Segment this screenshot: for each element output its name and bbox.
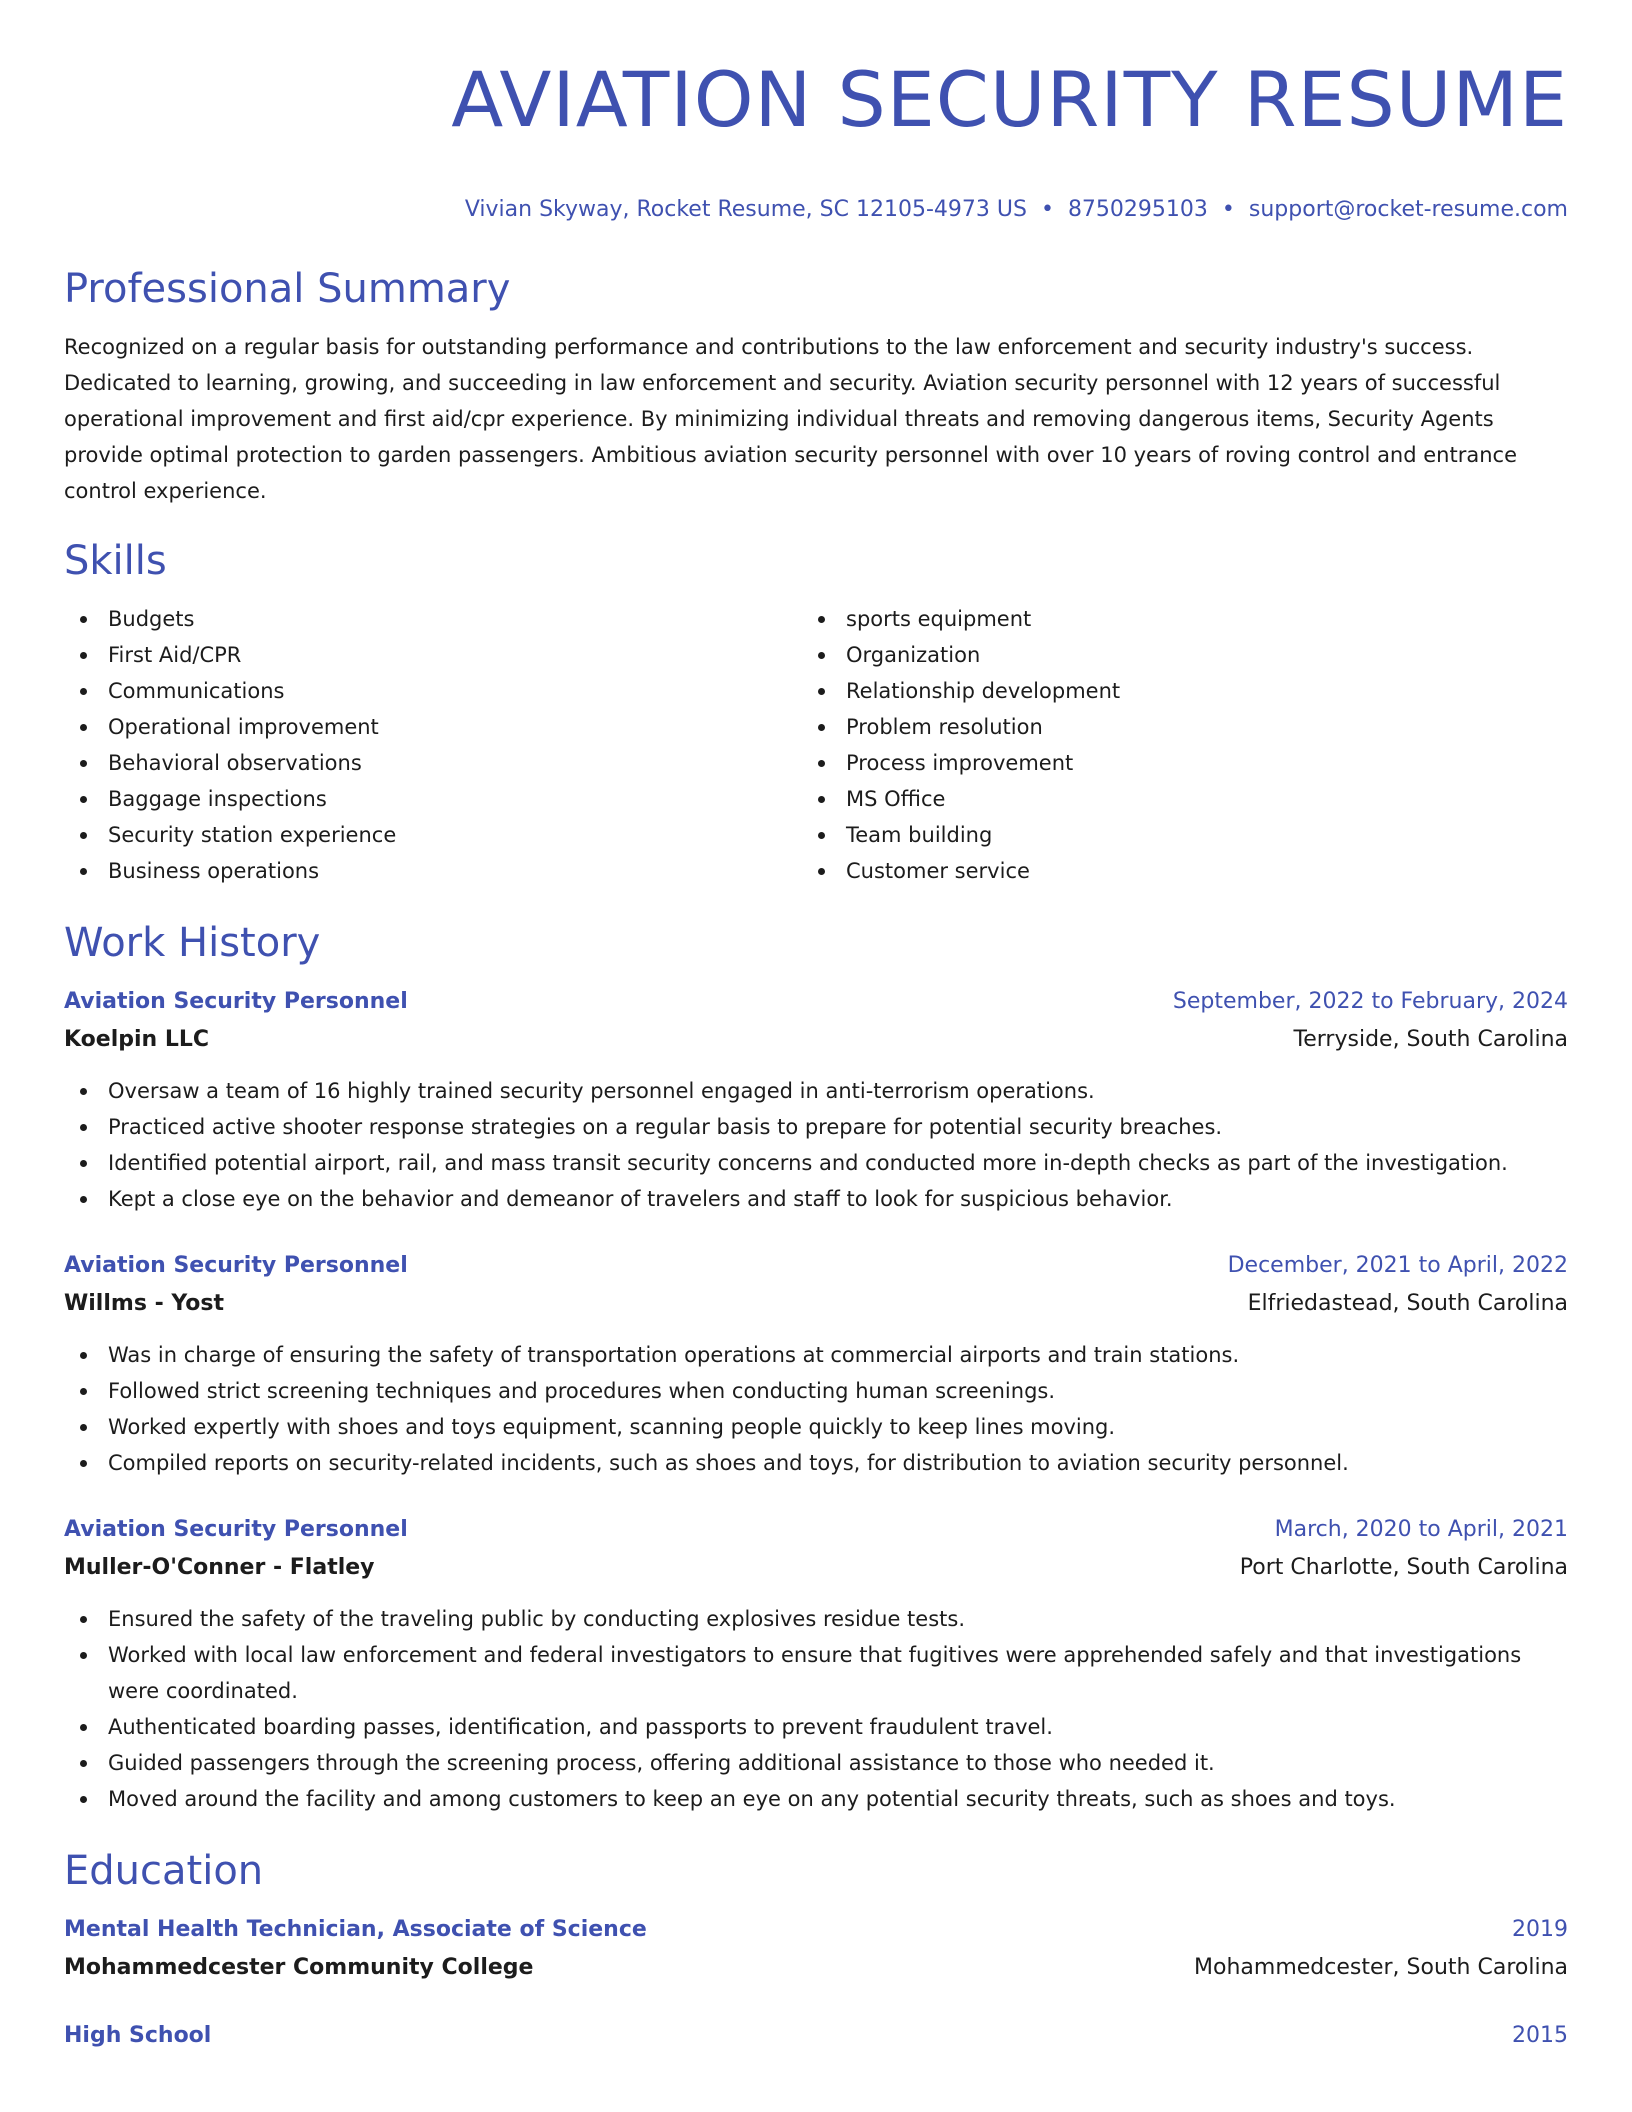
contact-address: Vivian Skyway, Rocket Resume, SC 12105-4973 US (464, 197, 1027, 222)
summary-text: Recognized on a regular basis for outstanding performance and contributions to the law enforcement and security industry's success. Dedicated to learning, growing, and succeeding in law enforcement and security. Aviation security personnel with 12 years of successful operational improvement and first aid/cpr experience. By minimizing individual threats and removing dangerous items, Security Agents provide optimal protection to garden passengers. Ambitious aviation security personnel with over 10 years of roving control and entrance control experience. (64, 335, 1517, 503)
skill-item: Customer service (802, 853, 1540, 889)
job-entry (64, 1511, 1568, 1817)
skill-item: Budgets (64, 601, 802, 637)
education-degree: High School (64, 2023, 212, 2048)
skill-item: Business operations (64, 853, 802, 889)
skill-item: Team building (802, 817, 1540, 853)
education-heading: Education (64, 1848, 264, 1894)
job-role: Aviation Security Personnel (64, 1517, 408, 1542)
job-bullet: Authenticated boarding passes, identification, and passports to prevent fraudulent travel. (64, 1709, 1568, 1745)
skill-item: Baggage inspections (64, 781, 802, 817)
job-bullet: Was in charge of ensuring the safety of transportation operations at commercial airports and train stations. (64, 1337, 1568, 1373)
skills-column-left (64, 601, 802, 889)
education-header (64, 1911, 1568, 1949)
education-entry (64, 2017, 1568, 2055)
resume-title: AVIATION SECURITY RESUME (451, 55, 1568, 144)
skill-item: Process improvement (802, 745, 1540, 781)
education-year: 2019 (1512, 1917, 1568, 1942)
education-degree: Mental Health Technician, Associate of Science (64, 1917, 647, 1942)
skill-item: Operational improvement (64, 709, 802, 745)
skill-item: Behavioral observations (64, 745, 802, 781)
skills-column-right (802, 601, 1540, 889)
contact-phone: 8750295103 (1067, 197, 1208, 222)
job-bullets (64, 1073, 1568, 1217)
skill-item: Problem resolution (802, 709, 1540, 745)
job-entry (64, 1247, 1568, 1481)
contact-separator: • (1040, 197, 1054, 222)
skill-item: Relationship development (802, 673, 1540, 709)
job-bullets (64, 1337, 1568, 1481)
skill-item: MS Office (802, 781, 1540, 817)
job-subheader (64, 1549, 1568, 1587)
education-year: 2015 (1512, 2023, 1568, 2048)
job-role: Aviation Security Personnel (64, 989, 408, 1014)
skill-item: First Aid/CPR (64, 637, 802, 673)
job-company: Willms - Yost (64, 1291, 224, 1316)
job-bullet: Oversaw a team of 16 highly trained security personnel engaged in anti-terrorism operations. (64, 1073, 1568, 1109)
job-bullet: Followed strict screening techniques and procedures when conducting human screenings. (64, 1373, 1568, 1409)
contact-line (64, 195, 1568, 225)
job-role: Aviation Security Personnel (64, 1253, 408, 1278)
job-dates: March, 2020 to April, 2021 (1274, 1517, 1568, 1542)
job-location: Port Charlotte, South Carolina (1239, 1555, 1568, 1580)
work-history-heading: Work History (64, 920, 321, 966)
education-location: Mohammedcester, South Carolina (1194, 1955, 1568, 1980)
contact-separator: • (1221, 197, 1235, 222)
contact-email: support@rocket-resume.com (1248, 197, 1568, 222)
job-dates: December, 2021 to April, 2022 (1227, 1253, 1568, 1278)
summary-heading: Professional Summary (64, 266, 511, 312)
job-bullets (64, 1601, 1568, 1817)
job-bullet: Worked expertly with shoes and toys equipment, scanning people quickly to keep lines moving. (64, 1409, 1568, 1445)
job-bullet: Moved around the facility and among customers to keep an eye on any potential security threats, such as shoes and toys. (64, 1781, 1568, 1817)
job-bullet: Identified potential airport, rail, and mass transit security concerns and conducted more in-depth checks as part of the investigation. (64, 1145, 1568, 1181)
skill-item: Security station experience (64, 817, 802, 853)
job-bullet: Compiled reports on security-related incidents, such as shoes and toys, for distribution to aviation security personnel. (64, 1445, 1568, 1481)
education-entry (64, 1911, 1568, 1987)
education-subheader (64, 1949, 1568, 1987)
job-dates: September, 2022 to February, 2024 (1172, 989, 1568, 1014)
job-bullet: Worked with local law enforcement and federal investigators to ensure that fugitives were apprehended safely and that investigations were coordinated. (64, 1637, 1568, 1709)
job-company: Koelpin LLC (64, 1027, 210, 1052)
job-subheader (64, 1285, 1568, 1323)
skill-item: Organization (802, 637, 1540, 673)
job-header (64, 1247, 1568, 1285)
skill-item: sports equipment (802, 601, 1540, 637)
job-bullet: Ensured the safety of the traveling public by conducting explosives residue tests. (64, 1601, 1568, 1637)
job-location: Terryside, South Carolina (1293, 1027, 1568, 1052)
job-header (64, 983, 1568, 1021)
skills-list (64, 601, 1568, 889)
job-company: Muller-O'Conner - Flatley (64, 1555, 375, 1580)
job-bullet: Kept a close eye on the behavior and demeanor of travelers and staff to look for suspicious behavior. (64, 1181, 1568, 1217)
job-header (64, 1511, 1568, 1549)
job-bullet: Practiced active shooter response strategies on a regular basis to prepare for potential security breaches. (64, 1109, 1568, 1145)
job-entry (64, 983, 1568, 1217)
job-subheader (64, 1021, 1568, 1059)
skill-item: Communications (64, 673, 802, 709)
job-location: Elfriedastead, South Carolina (1247, 1291, 1568, 1316)
skills-heading: Skills (64, 538, 167, 584)
job-bullet: Guided passengers through the screening process, offering additional assistance to those who needed it. (64, 1745, 1568, 1781)
education-school: Mohammedcester Community College (64, 1955, 534, 1980)
education-header (64, 2017, 1568, 2055)
